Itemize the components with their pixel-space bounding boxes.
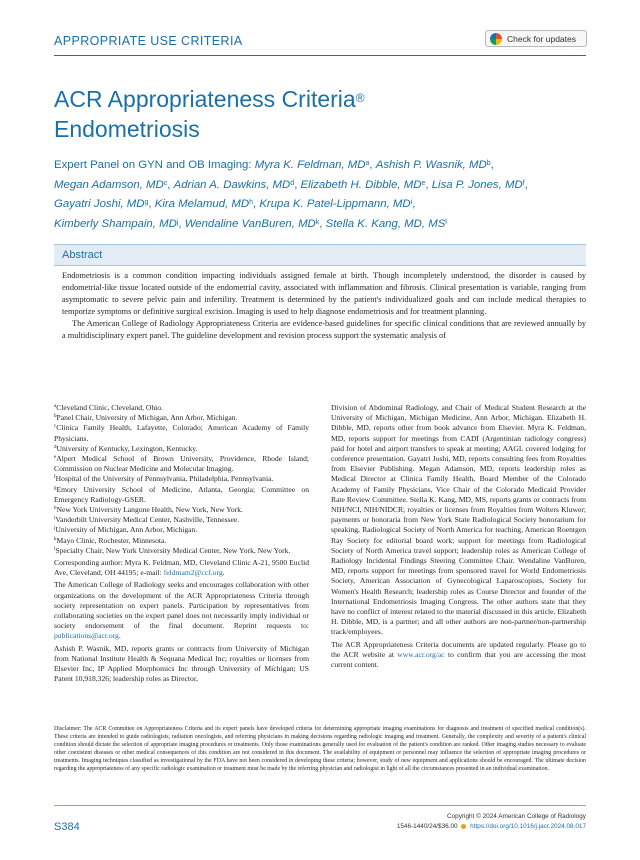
affiliation: [54, 546, 309, 556]
copyright: Copyright © 2024 American College of Radiology: [447, 813, 586, 820]
affiliation: [54, 474, 309, 484]
reprint-label: Reprint requests to:: [233, 621, 309, 631]
author-sup: g: [144, 199, 149, 206]
author-name: Lisa P. Jones, MD: [431, 178, 523, 191]
right-column: [331, 403, 586, 670]
author-name: Wendaline VanBuren, MD: [184, 217, 316, 230]
article-title: [54, 84, 365, 144]
author-list: Expert Panel on GYN and OB Imaging: Myra K. Feldman, $MD^a$, Ashish P. Wasnik, $MD^b$, Megan Adamson, $MD^c$, Adrian A. Dawkins, $MD^d$, Elizabeth H. Dibble, MDe, Lisa P. Jones, $MD^f$, Gayatri Joshi, $MD^g$, Kira Melamud, $MD^h$, Krupa K. Patel-Lippmann, $MD^i$, Kimberly Shampain, $MD^j$, Wendaline VanBuren, $MD^k$, Stella K. Kang, MD, $MS^l$: [54, 159, 528, 230]
check-updates-icon: [490, 33, 502, 45]
author-name: Elizabeth H. Dibble, MD: [300, 178, 422, 191]
author-sup: c: [163, 179, 168, 187]
affiliation-sup: b: [54, 414, 57, 420]
issn-doi-line: [397, 822, 586, 831]
affiliation: [54, 403, 309, 413]
open-access-dot-icon: [461, 824, 466, 829]
update-note-text: The ACR Appropriateness Criteria documents are updated regularly. Please go to the ACR website at: [331, 639, 586, 659]
affiliation-sup: h: [54, 506, 57, 512]
affiliation-text: University of Michigan, Ann Arbor, Michigan.: [55, 525, 198, 535]
reprint-email-link[interactable]: publications@acr.org: [54, 631, 119, 641]
abstract-body: [62, 270, 586, 341]
author-name: Megan Adamson, MD: [54, 178, 164, 191]
affiliation-text: Emory University School of Medicine, Atlanta, Georgia; Committee on Emergency Radiology-GSER.: [54, 484, 309, 504]
issn: 1546-1440/24/$36.00: [396, 823, 458, 830]
affiliation-text: Hospital of the University of Pennsylvania, Philadelphia, Pennsylvania.: [55, 474, 274, 484]
author-name: Adrian A. Dawkins, MD: [173, 178, 291, 191]
author-name: Ashish P. Wasnik, MD: [375, 159, 487, 171]
affiliation: [54, 505, 309, 515]
author-name: Kira Melamud, MD: [154, 198, 250, 210]
affiliation: [54, 515, 309, 525]
author-sup: i: [410, 199, 413, 206]
update-note-end: to confirm that you are accessing the most current content.: [331, 649, 586, 670]
reprint-end: .: [118, 631, 121, 641]
corresponding-email-link[interactable]: feldmam2@ccf.org: [163, 568, 223, 578]
author-sup: f: [522, 179, 525, 187]
affiliation: [54, 444, 309, 454]
affiliation-text: New York University Langone Health, New York, New York.: [56, 505, 243, 515]
update-note: [331, 640, 586, 671]
affiliation-text: Panel Chair, University of Michigan, Ann Arbor, Michigan.: [56, 413, 238, 423]
author-name: Krupa K. Patel-Lippmann, MD: [259, 198, 411, 210]
affiliation: [54, 423, 309, 443]
affiliation-sup: i: [54, 516, 56, 522]
footer-rule: [54, 805, 586, 806]
affiliation-text: Cleveland Clinic, Cleveland, Ohio.: [56, 403, 163, 412]
author-sup: j: [176, 218, 179, 226]
acr-statement: [54, 580, 309, 641]
check-for-updates-button[interactable]: [485, 30, 587, 47]
author-sup: a: [365, 160, 370, 167]
author-sup: e: [421, 179, 426, 187]
affiliation: [54, 485, 309, 505]
section-label: APPROPRIATE USE CRITERIA: [54, 34, 243, 48]
author-sup: k: [315, 218, 320, 226]
left-column: [54, 403, 309, 684]
panel-prefix: Expert Panel on GYN and OB Imaging:: [54, 159, 255, 171]
author-name: Gayatri Joshi, MD: [54, 198, 145, 210]
affiliation-text: Alpert Medical School of Brown University, Providence, Rhode Island; Commission on Nuclear Medicine and Molecular Imaging.: [54, 454, 309, 474]
affiliation-sup: f: [54, 475, 56, 481]
abstract-paragraph: Endometriosis is a common condition impacting individuals assigned female at birth. Though incompletely understood, the disorder is caused by endometrial-like tissue located outside of the endometrial cavity, associated with inflammation and fibrosis. Clinical presentation is variable, ranging from asymptomatic to severe pelvic pain and infertility. Treatment is determined by the patient's individualized goals and can include medical therapies to temporize symptoms or definitive surgical excision. Imaging is used to help diagnose endometriosis and for treatment planning.: [62, 271, 586, 316]
abstract-paragraph: The American College of Radiology Appropriateness Criteria are evidence-based guidelines for specific clinical conditions that are reviewed annually by a multidisciplinary expert panel. The guideline development and revision process support the systematic analysis of: [62, 318, 586, 340]
affiliation-sup: d: [54, 444, 57, 450]
title-line-2: Endometriosis: [54, 116, 200, 142]
author-name: Kimberly Shampain, MD: [54, 217, 177, 230]
doi-link[interactable]: https://doi.org/10.1016/j.jacr.2024.08.017: [470, 823, 586, 830]
check-updates-label: Check for updates: [507, 33, 576, 44]
registered-mark: ®: [355, 91, 365, 105]
author-sup: d: [290, 179, 295, 187]
affiliation-sup: g: [54, 485, 57, 491]
affiliation: [54, 413, 309, 423]
disclaimer: Disclaimer: The ACR Committee on Appropriateness Criteria and its expert panels have developed criteria for determining appropriate imaging examinations for diagnosis and treatment of specified medical condition(s). These criteria are intended to guide radiologists, radiation oncologists, and referring physicians in making decisions regarding radiologic imaging and treatment. Generally, the complexity and severity of a patient's clinical condition should dictate the selection of appropriate imaging procedures or treatments. Only those examinations generally used for evaluation of the patient's condition are ranked. Other imaging studies necessary to evaluate other coexistent diseases or other medical consequences of this condition are not considered in this document. The availability of equipment or personnel may influence the selection of appropriate imaging procedures or treatments. Imaging techniques classified as investigational by the FDA have not been considered in developing these criteria; however, study of new equipment and applications should be encouraged. The ultimate decision regarding the appropriateness of any specific radiologic examination or treatment must be made by the referring physician and radiologist in light of all the circumstances presented in an individual examination.: [54, 726, 586, 772]
affiliation-text: Mayo Clinic, Rochester, Minnesota.: [56, 535, 167, 545]
page-number: S384: [54, 821, 80, 833]
affiliation-text: University of Kentucky, Lexington, Kentucky.: [56, 443, 198, 453]
author-name: Myra K. Feldman, MD: [254, 159, 366, 171]
affiliation-sup: c: [54, 424, 57, 430]
affiliation-text: Clinica Family Health, Lafayette, Colorado; American Academy of Family Physicians.: [54, 423, 309, 443]
affiliation-sup: j: [54, 526, 56, 532]
abstract-heading-bar: [54, 244, 586, 266]
affiliation-sup: e: [54, 455, 57, 461]
corresponding-text: Corresponding author: Myra K. Feldman, MD, Cleveland Clinic A-21, 9500 Euclid Ave, Cleveland, OH 44195; e-mail:: [54, 558, 309, 578]
affiliation: [54, 525, 309, 535]
affiliation-sup: a: [54, 404, 57, 409]
acr-website-link[interactable]: www.acr.org/ac: [397, 649, 445, 659]
affiliation: [54, 536, 309, 546]
author-sup: l: [445, 218, 447, 226]
abstract-heading: Abstract: [62, 249, 103, 261]
corresponding-author: [54, 558, 309, 578]
author-sup: h: [249, 199, 253, 206]
header-rule: [54, 55, 586, 56]
acr-statement-text: The American College of Radiology seeks and encourages collaboration with other organizations on the development of the ACR Appropriateness Criteria through society representation on expert panels. Participation by representatives from collaborating societies on the expert panel does not necessarily imply individual or society endorsement of the final document.: [54, 580, 309, 631]
author-sup: b: [486, 160, 491, 167]
affiliation-text: Specialty Chair, New York University Medical Center, New York, New York.: [55, 545, 291, 555]
title-line-1: ACR Appropriateness Criteria: [54, 86, 356, 112]
affiliation-sup: k: [54, 536, 57, 542]
disclosures-left: Ashish P. Wasnik, MD, reports grants or contracts from University of Michigan from National Institute Health & Sequana Medical Inc; royalties or licenses from Elsevier Inc, IP Applied Morphomics Inc through University of Michigan; US Patent 10,918,326; leadership roles as Director,: [54, 643, 309, 684]
author-name: Stella K. Kang, MD, MS: [325, 217, 446, 230]
corresponding-end: .: [222, 568, 225, 578]
affiliation: [54, 454, 309, 474]
disclosures-right: Division of Abdominal Radiology, and Chair of Medical Student Research at the University of Michigan, Michigan Medicine, Ann Arbor, Michigan. Elizabeth H. Dibble, MD, reports other from book advance from Elsevier. Myra K. Feldman, MD, reports support for meetings from CADI (Argentinian radiology congress) paid for hotel and airport transfers to speak at meeting; AAGL covered lodging for conference presentation. Gayatri Joshi, MD, reports consulting fees from Royalties from Elsevier Publishing. Megan Adamson, MD, reports leadership roles as Medical Director at Clinica Family Health, Board Member of the Colorado Academy of Family Physicians, Vice Chair of the Colorado Medicaid Provider Rate Review Committee. Stella K. Kang, MD, MS, reports grants or contracts from NIH/NCI, NIH/NIDCR; royalties or licenses from Royalties from Wolters Kluwer; payments or honoraria from New York State Radiological Society honorarium for speaking, Radiological Society of North America for teaching, American Roentgen Ray Society for editorial board work; support for meetings from Radiological Society of North America travel support; leadership roles as American College of Radiology Incidental Findings Steering Committee Chair. Wendaline VanBuren, MD, reports support for meetings from sponsored travel for World Endometriosis Society, American Association of Gynecological Laparoscopists, Society for Women's Health Research; leadership roles as Course Director and founder of the International Endometriosis Imaging Congress. The other authors state that they have no conflict of interest related to the material discussed in this article. Elizabeth H. Dibble, MD, is a partner; and all other authors are non-partner/non-partnership track/employees.: [331, 403, 586, 637]
affiliation-sup: l: [54, 546, 56, 552]
affiliation-text: Vanderbilt University Medical Center, Nashville, Tennessee.: [55, 515, 240, 525]
